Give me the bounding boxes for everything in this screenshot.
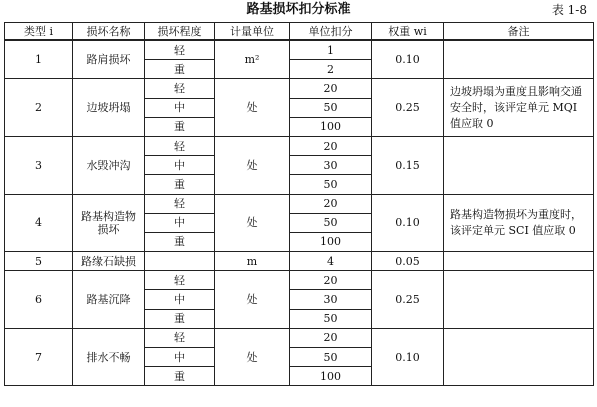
cell-degree: 重 [145,175,215,194]
cell-remark: 路基构造物损坏为重度时，该评定单元 SCI 值应取 0 [444,194,594,252]
cell-deduction: 50 [290,348,372,367]
header-deduction: 单位扣分 [290,23,372,41]
table-row [5,328,594,347]
cell-unit: m² [215,40,290,79]
cell-degree: 轻 [145,194,215,213]
cell-unit: m [215,252,290,271]
cell-deduction: 30 [290,290,372,309]
cell-degree: 中 [145,156,215,175]
cell-degree: 轻 [145,328,215,347]
cell-name: 路基构造物损坏 [73,194,145,252]
table-row [5,40,594,60]
cell-type: 7 [5,328,73,386]
cell-deduction: 100 [290,117,372,136]
cell-degree: 中 [145,98,215,117]
cell-degree: 轻 [145,40,215,60]
cell-name: 路肩损坏 [73,40,145,79]
cell-remark [444,271,594,329]
cell-deduction: 100 [290,367,372,386]
cell-deduction: 50 [290,98,372,117]
cell-degree: 轻 [145,79,215,98]
cell-deduction: 4 [290,252,372,271]
table-row [5,136,594,155]
cell-name: 水毁冲沟 [73,136,145,194]
cell-type: 5 [5,252,73,271]
table-row [5,194,594,213]
cell-degree: 中 [145,213,215,232]
cell-remark [444,252,594,271]
cell-weight: 0.25 [372,79,444,137]
table-body [5,40,594,386]
table-title: 路基损坏扣分标准 [246,2,351,17]
cell-remark [444,136,594,194]
header-type: 类型 i [5,23,73,41]
cell-remark [444,40,594,79]
cell-weight: 0.10 [372,328,444,386]
cell-remark [444,328,594,386]
cell-type: 6 [5,271,73,329]
cell-deduction: 50 [290,175,372,194]
cell-degree: 重 [145,367,215,386]
cell-degree [145,252,215,271]
cell-deduction: 1 [290,40,372,60]
cell-type: 2 [5,79,73,137]
cell-degree: 轻 [145,136,215,155]
cell-deduction: 20 [290,194,372,213]
cell-degree: 中 [145,348,215,367]
cell-name: 路基沉降 [73,271,145,329]
table-number: 表 1-8 [551,3,587,17]
cell-unit: 处 [215,271,290,329]
header-remark: 备注 [444,23,594,41]
cell-unit: 处 [215,328,290,386]
cell-deduction: 20 [290,79,372,98]
deduction-standard-table [4,22,594,386]
cell-name: 路缘石缺损 [73,252,145,271]
table-row [5,79,594,98]
cell-degree: 中 [145,290,215,309]
cell-name: 边坡坍塌 [73,79,145,137]
cell-weight: 0.15 [372,136,444,194]
header-unit: 计量单位 [215,23,290,41]
cell-deduction: 50 [290,309,372,328]
cell-unit: 处 [215,79,290,137]
cell-weight: 0.10 [372,194,444,252]
table-row [5,252,594,271]
header-degree: 损坏程度 [145,23,215,41]
cell-degree: 重 [145,309,215,328]
cell-remark: 边坡坍塌为重度且影响交通安全时，该评定单元 MQI 值应取 0 [444,79,594,137]
cell-type: 3 [5,136,73,194]
cell-deduction: 20 [290,136,372,155]
cell-unit: 处 [215,136,290,194]
cell-type: 1 [5,40,73,79]
cell-degree: 重 [145,117,215,136]
cell-type: 4 [5,194,73,252]
cell-deduction: 2 [290,60,372,79]
table-row [5,271,594,290]
header-weight: 权重 wi [372,23,444,41]
cell-deduction: 20 [290,271,372,290]
cell-deduction: 20 [290,328,372,347]
cell-degree: 重 [145,232,215,251]
cell-degree: 轻 [145,271,215,290]
cell-weight: 0.25 [372,271,444,329]
cell-deduction: 100 [290,232,372,251]
header-row [5,23,594,41]
cell-weight: 0.10 [372,40,444,79]
cell-deduction: 30 [290,156,372,175]
cell-degree: 重 [145,60,215,79]
cell-deduction: 50 [290,213,372,232]
cell-name: 排水不畅 [73,328,145,386]
cell-weight: 0.05 [372,252,444,271]
header-name: 损坏名称 [73,23,145,41]
cell-unit: 处 [215,194,290,252]
